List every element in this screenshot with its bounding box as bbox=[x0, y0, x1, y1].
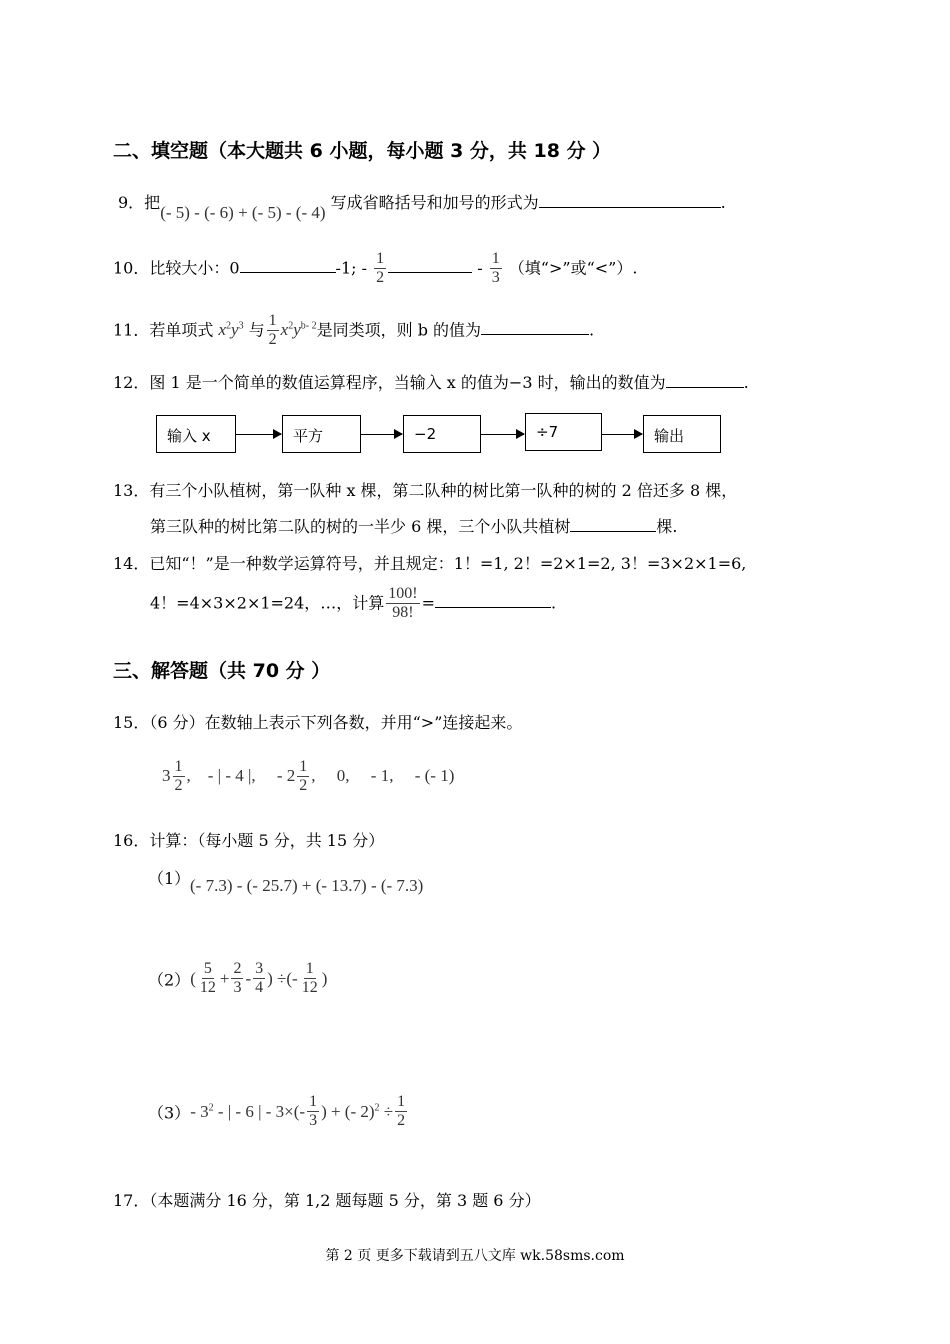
q15-fraction-2: $\frac{1}{2}$ bbox=[299, 758, 308, 795]
question-11 bbox=[113, 312, 594, 350]
q14-fraction: $\frac{100!}{98!}$ bbox=[388, 585, 418, 622]
q9-text: 写成省略括号和加号的形式为 bbox=[330, 193, 539, 212]
q11-end: . bbox=[589, 320, 595, 340]
q11-number: 11．若单项式 bbox=[113, 320, 214, 340]
q13-text: 第三队种的树比第二队的树的一半少 6 棵，三个小队共植树 bbox=[150, 517, 571, 536]
question-10 bbox=[113, 250, 637, 288]
flow-box-minus2: −2 bbox=[403, 415, 481, 453]
question-9 bbox=[118, 190, 726, 222]
q9-expression: (- 5) - (- 6) + (- 5) - (- 4) bbox=[160, 203, 326, 222]
q10-hint: （填“>”或“<”）. bbox=[508, 258, 638, 278]
q13-answer-blank[interactable] bbox=[570, 517, 656, 532]
q10-fraction-1: $\frac{1}{2}$ bbox=[376, 250, 385, 287]
q16-part-3-label: （3） bbox=[148, 1103, 191, 1123]
q9-answer-blank[interactable] bbox=[539, 193, 721, 208]
q14-equals: = bbox=[421, 593, 436, 613]
question-13-line-1: 13．有三个小队植树，第一队种 x 棵，第二队种的树比第一队种的树的 2 倍还多 8 棵， bbox=[113, 481, 738, 500]
q12-end: . bbox=[743, 373, 749, 392]
question-14-line-2 bbox=[150, 585, 556, 623]
q13-end: 棵. bbox=[656, 517, 678, 536]
question-16: 16．计算：（每小题 5 分，共 15 分） bbox=[113, 831, 385, 850]
flow-box-divide7: ÷7 bbox=[525, 413, 602, 451]
q11-fraction: $\frac{1}{2}$ bbox=[268, 312, 277, 349]
q16-part-1-label: （1） bbox=[148, 869, 191, 888]
q16-part-2: （2）( $\frac{5}{12}$ + $\frac{2}{3}$ - $\frac{3}{4}$ ) ÷(- $\frac{1}{12}$ ) bbox=[148, 960, 328, 997]
question-13-line-2 bbox=[150, 514, 677, 537]
question-17: 17．（本题满分 16 分，第 1,2 题每题 5 分，第 3 题 6 分） bbox=[113, 1191, 541, 1210]
flow-box-output: 输出 bbox=[643, 415, 721, 453]
q9-number: 9．把 bbox=[118, 193, 161, 212]
section-3-title: 三、解答题（共 70 分 ） bbox=[113, 660, 331, 682]
q16-part-2-label: （2） bbox=[148, 970, 191, 990]
flow-arrow-1 bbox=[236, 434, 281, 435]
q16-part-3: （3）- $3^2$ - | - 6 | - 3×(- $\frac{1}{3}$ ) + (- 2)$^2$ ÷ $\frac{1}{2}$ bbox=[148, 1093, 406, 1130]
q15-fraction-1: $\frac{1}{2}$ bbox=[174, 758, 183, 795]
q10-fraction-2: $\frac{1}{3}$ bbox=[491, 250, 500, 287]
flow-box-square: 平方 bbox=[282, 415, 361, 453]
q11-monomial-1: $x^2y^3$ bbox=[218, 320, 244, 340]
q10-blank-1[interactable] bbox=[240, 258, 336, 273]
flow-arrow-2 bbox=[361, 434, 402, 435]
q11-text: 是同类项，则 b 的值为 bbox=[316, 320, 482, 340]
q10-minus: - bbox=[477, 258, 483, 278]
q12-text: 12．图 1 是一个简单的数值运算程序，当输入 x 的值为−3 时，输出的数值为 bbox=[113, 373, 666, 392]
q10-number: 10．比较大小：0 bbox=[113, 258, 240, 278]
page-footer: 第 2 页 更多下载请到五八文库 wk.58sms.com bbox=[325, 1248, 625, 1264]
q15-numbers: 3 $\frac{1}{2}$ , - | - 4 |, - 2 $\frac{1}{2}$ , 0, - 1, - (- 1) bbox=[162, 758, 455, 795]
q14-text: 4！=4×3×2×1=24，…，计算 bbox=[150, 593, 385, 613]
q14-end: . bbox=[551, 593, 557, 613]
q9-end: . bbox=[720, 193, 726, 212]
q11-answer-blank[interactable] bbox=[481, 320, 589, 335]
q11-with: 与 bbox=[248, 320, 265, 340]
q12-answer-blank[interactable] bbox=[666, 373, 744, 388]
section-2-title: 二、填空题（本大题共 6 小题，每小题 3 分，共 18 分 ） bbox=[113, 140, 612, 162]
question-12 bbox=[113, 370, 749, 393]
q11-monomial-2: $x^2y^{b- 2}$ bbox=[280, 320, 317, 340]
q14-answer-blank[interactable] bbox=[435, 593, 551, 608]
question-15: 15．（6 分）在数轴上表示下列各数，并用“>”连接起来。 bbox=[113, 713, 523, 732]
q10-blank-2[interactable] bbox=[388, 258, 472, 273]
flow-box-input: 输入 x bbox=[156, 415, 236, 453]
q16-part-1-expression: (- 7.3) - (- 25.7) + (- 13.7) - (- 7.3) bbox=[190, 876, 424, 895]
question-14-line-1: 14．已知“！”是一种数学运算符号，并且规定：1！=1, 2！=2×1=2, 3！=3×2×1=6, bbox=[113, 554, 747, 573]
q10-mid: -1; - bbox=[335, 258, 368, 278]
flow-arrow-4 bbox=[602, 434, 642, 435]
flow-arrow-3 bbox=[481, 434, 524, 435]
